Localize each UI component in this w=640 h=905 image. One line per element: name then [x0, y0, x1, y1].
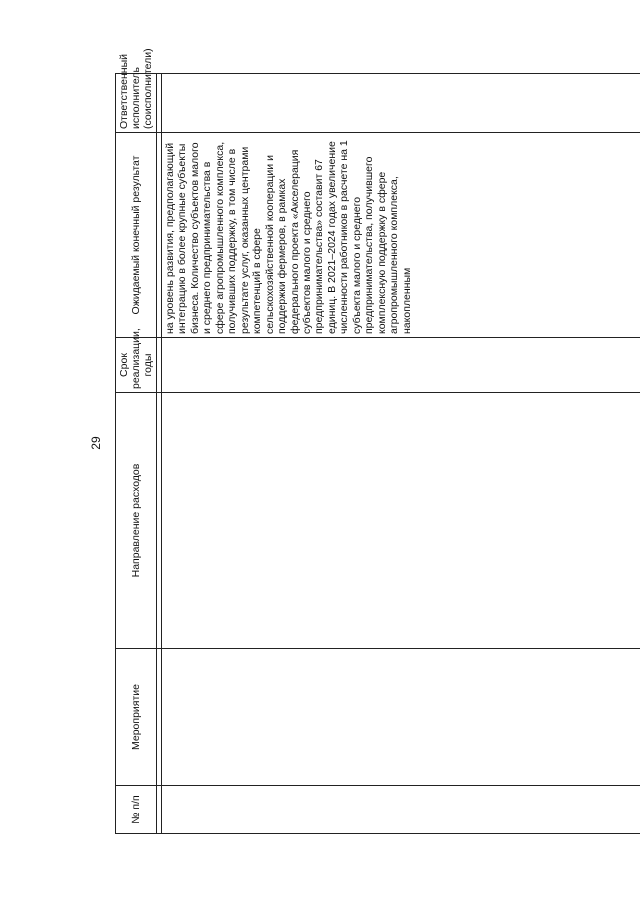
expected-result-text: на уровень развития, предполагающий интеграцию в более крупные субъекты бизнеса. Количество субъектов малого и среднего предпринимательства в сфере агропромышленного комплекса, получивших поддержку, в том числе в результате услуг, оказанных центрами компетенций в сфере сельскохозяйственной кооперации и поддержки фермеров, в рамках федерального проекта «Акселерация субъектов малого и среднего предпринимательства» составит 67 единиц. В 2021–2024 годах увеличение численности работников в расчете на 1 субъекта малого и среднего предпринимательства, получившего комплексную поддержку в сфере агропромышленного комплекса, накопленным [164, 140, 413, 334]
header-term: Срок реализации, годы [116, 338, 157, 393]
cell-expense-direction [162, 393, 640, 649]
page-number: 29 [89, 436, 103, 450]
table-container [115, 48, 640, 834]
table-header-row [116, 74, 157, 834]
cell-term [162, 338, 640, 393]
header-expense-direction: Направление расходов [116, 393, 157, 649]
header-number: № п/п [116, 786, 157, 834]
header-activity: Мероприятие [116, 649, 157, 786]
table-row [162, 74, 640, 834]
header-expected-result: Ожидаемый конечный результат [116, 133, 157, 338]
cell-activity [162, 649, 640, 786]
program-activities-table [115, 48, 640, 834]
cell-expected-result [162, 133, 640, 338]
header-responsible: Ответственный исполнитель (соисполнители) [116, 74, 157, 133]
cell-number [162, 786, 640, 834]
cell-responsible [162, 74, 640, 133]
